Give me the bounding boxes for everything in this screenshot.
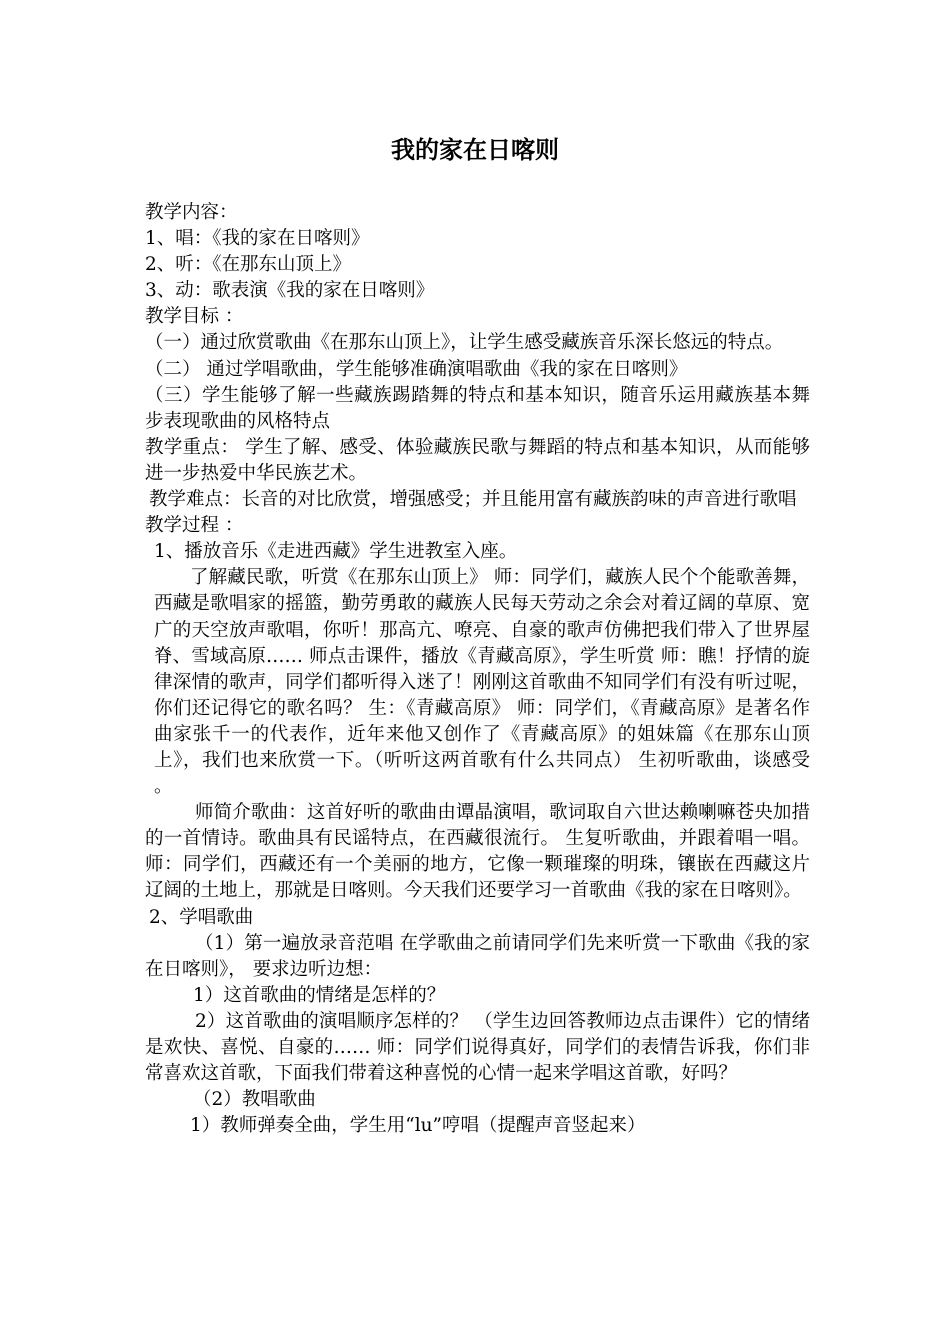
paragraph: 1、唱：《我的家在日喀则》	[145, 228, 370, 250]
paragraph: 1）教师弹奏全曲，学生用“lu”哼唱（提醒声音竖起来）	[190, 1115, 646, 1137]
paragraph: 2、学唱歌曲	[149, 906, 254, 928]
paragraph: 教学内容：	[145, 202, 238, 223]
paragraph: 1、播放音乐《走进西藏》学生进教室入座。	[154, 541, 518, 563]
paragraph: 3、动：歌表演《我的家在日喀则》	[145, 280, 435, 302]
paragraph: 2）这首歌曲的演唱顺序怎样的？ （学生边回答教师边点击课件）它的情绪是欢快、喜悦、自豪的…… 师：同学们说得真好，同学们的表情告诉我，你们非常喜欢这首歌，下面我们带着这种喜悦的心情一起来学唱这首歌，好吗？	[145, 1010, 810, 1085]
paragraph: （二） 通过学唱歌曲，学生能够准确演唱歌曲《我的家在日喀则》	[145, 358, 688, 380]
paragraph: （1）第一遍放录音范唱 在学歌曲之前请同学们先来听赏一下歌曲《我的家在日喀则》， 要求边听边想：	[145, 932, 810, 980]
paragraph: 教学目标 ：	[145, 306, 244, 328]
paragraph: 师简介歌曲：这首好听的歌曲由谭晶演唱，歌词取自六世达赖喇嘛苍央加措的一首情诗。歌曲具有民谣特点，在西藏很流行。 生复听歌曲，并跟着唱一唱。 师：同学们，西藏还有一个美丽的地方，它像一颗璀璨的明珠，镶嵌在西藏这片辽阔的土地上，那就是日喀则。今天我们还要学习一首歌曲《我的家在日喀则》。	[145, 802, 810, 902]
document-body	[145, 200, 810, 1139]
paragraph: 教学过程 ：	[145, 515, 244, 537]
paragraph: 1）这首歌曲的情绪是怎样的？	[193, 984, 446, 1006]
paragraph: 教学重点： 学生了解、感受、体验藏族民歌与舞蹈的特点和基本知识，从而能够进一步热爱中华民族艺术。	[145, 436, 810, 484]
document-title: 我的家在日喀则	[391, 136, 559, 164]
paragraph: （三）学生能够了解一些藏族踢踏舞的特点和基本知识，随音乐运用藏族基本舞步表现歌曲的风格特点	[145, 384, 810, 432]
paragraph: 2、听：《在那东山顶上》	[145, 254, 352, 276]
paragraph: （2）教唱歌曲	[193, 1089, 316, 1111]
paragraph: 教学难点：长音的对比欣赏，增强感受；并且能用富有藏族韵味的声音进行歌唱	[149, 489, 797, 511]
paragraph: 了解藏民歌，听赏《在那东山顶上》 师：同学们，藏族人民个个能歌善舞，西藏是歌唱家的摇篮，勤劳勇敢的藏族人民每天劳动之余会对着辽阔的草原、宽广的天空放声歌唱，你听！那高亢、嘹亮、自豪的歌声仿佛把我们带入了世界屋脊、雪域高原…… 师点击课件，播放《青藏高原》，学生听赏 师：瞧！抒情的旋律深情的歌声，同学们都听得入迷了！刚刚这首歌曲不知同学们有没有听过呢，你们还记得它的歌名吗？ 生：《青藏高原》 师：同学们，《青藏高原》是著名作曲家张千一的代表作，近年来他又创作了《青藏高原》的姐妹篇《在那东山顶上》，我们也来欣赏一下。（听听这两首歌有什么共同点） 生初听歌曲，谈感受 。	[154, 567, 810, 798]
paragraph: （一）通过欣赏歌曲《在那东山顶上》，让学生感受藏族音乐深长悠远的特点。	[145, 332, 784, 354]
